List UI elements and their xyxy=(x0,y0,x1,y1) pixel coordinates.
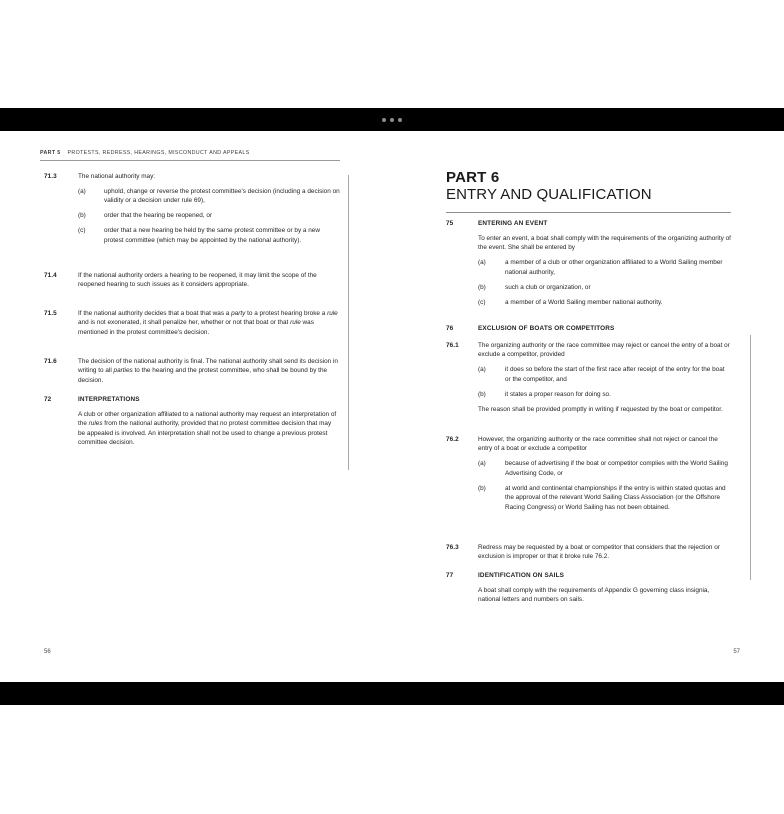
rule-76-1 xyxy=(446,341,731,414)
rule-number: 71.4 xyxy=(44,272,57,279)
page-left xyxy=(0,131,392,682)
sub-text: because of advertising if the boat or competitor complies with the World Sailing Advertising Code, or xyxy=(505,460,728,477)
sub-item-b xyxy=(478,390,731,399)
section-title: ENTERING AN EVENT xyxy=(478,220,548,227)
viewer-bottom-bar xyxy=(0,682,784,705)
rule-number: 72 xyxy=(44,396,52,403)
sub-text: a member of a World Sailing member national authority. xyxy=(505,298,663,306)
sub-label: (a) xyxy=(78,188,86,195)
sub-item-b xyxy=(78,211,340,220)
part-heading xyxy=(446,169,731,204)
sub-text: at world and continental championships if the entry is within stated quotas and the approval of the relevant World Sailing Class Association (or the Offshore Racing Congress) or World Sailing has not been obtained. xyxy=(505,484,726,511)
rule-71-3 xyxy=(44,172,340,245)
sub-label: (b) xyxy=(478,484,486,492)
rule-72 xyxy=(44,395,340,448)
rule-71-5 xyxy=(44,309,340,337)
sub-text: it states a proper reason for doing so. xyxy=(505,390,611,398)
section-title: EXCLUSION OF BOATS OR COMPETITORS xyxy=(478,325,615,332)
rule-71-6 xyxy=(44,357,340,385)
rule-number: 76.1 xyxy=(446,342,459,349)
rule-text: The national authority may: xyxy=(78,173,156,180)
rule-76-2 xyxy=(446,435,731,512)
rule-number: 71.5 xyxy=(44,310,57,317)
rule-text: The organizing authority or the race committee may reject or cancel the entry of a boat or exclude a competitor, provided xyxy=(478,342,730,359)
page-number-left: 56 xyxy=(44,649,51,655)
dot-2 xyxy=(390,118,394,122)
rule-text: If the national authority orders a hearing to be reopened, it may limit the scope of the reopened hearing to such issues as it considers appropriate. xyxy=(78,272,317,289)
rule-text: The decision of the national authority is final. The national authority shall send its decision in writing to all parties to the hearing and the protest committee, who shall be bound by the decision. xyxy=(78,358,338,384)
change-bar xyxy=(750,335,751,580)
sub-label: (c) xyxy=(78,227,86,235)
sub-item-b xyxy=(478,283,731,292)
rule-77 xyxy=(446,571,731,605)
sub-item-a xyxy=(478,365,731,384)
sub-item-a xyxy=(478,459,731,478)
sub-label: (c) xyxy=(478,298,486,306)
rule-75 xyxy=(446,219,731,307)
sub-item-c xyxy=(478,298,731,307)
part-heading-rule xyxy=(446,212,731,213)
rule-number: 71.3 xyxy=(44,173,57,180)
running-header-rule xyxy=(40,160,340,161)
running-header xyxy=(40,150,340,156)
running-header-part: PART 5 xyxy=(40,150,61,156)
rule-text: However, the organizing authority or the race committee shall not reject or cancel the entry of a boat or exclude a competitor xyxy=(478,436,718,453)
more-options-icon[interactable] xyxy=(0,108,784,131)
sub-text: it does so before the start of the first race after receipt of the entry for the boat or the competitor, and xyxy=(505,366,725,383)
section-title: INTERPRETATIONS xyxy=(78,396,140,403)
sub-item-b xyxy=(478,484,731,512)
sub-label: (a) xyxy=(478,460,486,468)
part-name: ENTRY AND QUALIFICATION xyxy=(446,186,652,203)
sub-item-a xyxy=(78,187,340,206)
page-right xyxy=(392,131,784,682)
rule-number: 75 xyxy=(446,220,454,227)
sub-label: (b) xyxy=(78,212,86,220)
rule-text: Redress may be requested by a boat or competitor that considers that the rejection or exclusion is improper or that it broke rule 76.2. xyxy=(478,544,720,561)
sub-label: (a) xyxy=(478,259,486,267)
page-number-right: 57 xyxy=(733,649,740,655)
part-number: PART 6 xyxy=(446,169,500,186)
sub-label: (a) xyxy=(478,366,486,374)
rule-76-3 xyxy=(446,543,731,562)
rule-76 xyxy=(446,324,731,333)
rule-number: 77 xyxy=(446,572,454,579)
rule-text: If the national authority decides that a boat that was a party to a protest hearing broke a rule and is not exonerated, it shall penalize her, whether or not that boat or that rule was mentioned in the protest committee's decision. xyxy=(78,310,338,336)
rule-71-4 xyxy=(44,271,340,290)
rule-text: A club or other organization affiliated to a national authority may request an interpretation of the rules from the national authority, provided that no protest committee decision that may be appealed is involved. An interpretation shall not be used to change a previous protest committee decision. xyxy=(78,411,337,447)
sub-text: such a club or organization, or xyxy=(505,283,591,291)
dot-3 xyxy=(398,118,402,122)
sub-label: (b) xyxy=(478,390,486,398)
sub-item-c xyxy=(78,226,340,245)
dot-1 xyxy=(382,118,386,122)
sub-label: (b) xyxy=(478,283,486,291)
rule-number: 76 xyxy=(446,325,454,332)
rule-text: To enter an event, a boat shall comply with the requirements of the organizing authority of the event. She shall be entered by xyxy=(478,235,731,252)
rule-number: 76.2 xyxy=(446,436,459,443)
page-spread xyxy=(0,131,784,682)
rule-trailing-text: The reason shall be provided promptly in writing if requested by the boat or competitor. xyxy=(478,405,723,413)
change-bar xyxy=(348,175,349,470)
sub-item-a xyxy=(478,258,731,277)
sub-text: order that the hearing be reopened, or xyxy=(104,212,213,220)
rule-number: 76.3 xyxy=(446,544,459,551)
rule-number: 71.6 xyxy=(44,358,57,365)
sub-text: order that a new hearing be held by the same protest committee or by a new protest committee (which may be appointed by the national authority). xyxy=(104,227,320,244)
viewer-top-bar xyxy=(0,108,784,131)
running-header-title: PROTESTS, REDRESS, HEARINGS, MISCONDUCT AND APPEALS xyxy=(67,150,250,156)
rule-text: A boat shall comply with the requirements of Appendix G governing class insignia, national letters and numbers on sails. xyxy=(478,587,710,604)
section-title: IDENTIFICATION ON SAILS xyxy=(478,572,565,579)
sub-text: uphold, change or reverse the protest committee's decision (including a decision on validity or a decision under rule 69), xyxy=(104,188,340,205)
sub-text: a member of a club or other organization affiliated to a World Sailing member national authority, xyxy=(505,259,723,276)
